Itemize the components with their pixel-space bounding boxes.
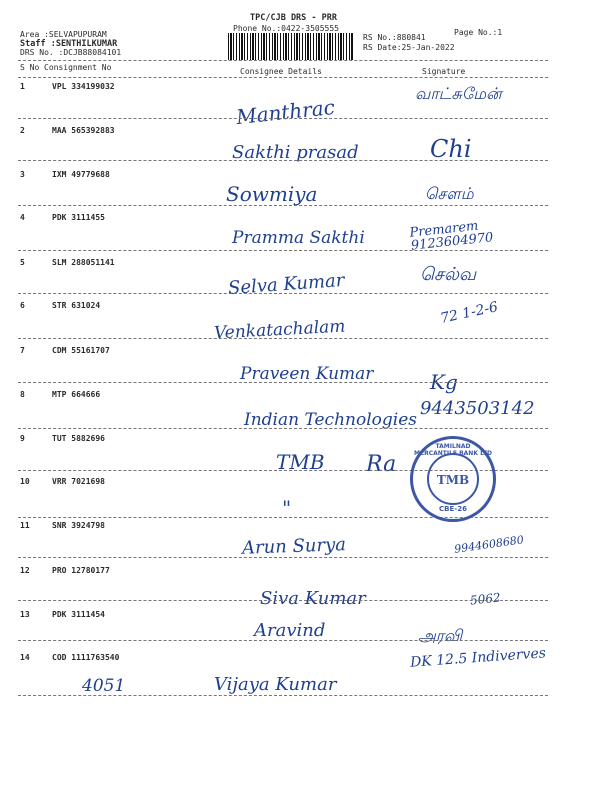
row14-note: 4051 — [82, 676, 126, 696]
row-number: 9 — [20, 434, 25, 443]
signature: சௌம் — [425, 184, 474, 203]
row-divider — [18, 640, 548, 641]
consignee-name: Selva Kumar — [227, 269, 346, 300]
signature: செல்வ — [420, 264, 477, 285]
consignment-number: MTP 664666 — [52, 390, 101, 399]
consignee-name: TMB — [276, 450, 325, 474]
consignee-name: Venkatachalam — [213, 316, 346, 344]
row-number: 7 — [20, 346, 25, 355]
row-number: 4 — [20, 213, 25, 222]
consignee-name: Arun Surya — [241, 534, 347, 559]
consignment-number: STR 631024 — [52, 301, 101, 310]
header-divider — [18, 60, 548, 61]
barcode — [228, 33, 353, 60]
row-divider — [18, 557, 548, 558]
bank-stamp — [410, 436, 496, 522]
column-consignee: Consignee Details — [240, 67, 322, 76]
row-divider — [18, 205, 548, 206]
staff-label: Staff :SENTHILKUMAR — [20, 39, 118, 49]
row-number: 1 — [20, 82, 25, 91]
consignment-number: PRO 12780177 — [52, 566, 110, 575]
row-number: 3 — [20, 170, 25, 179]
row-divider — [18, 428, 548, 429]
consignment-number: SNR 3924798 — [52, 521, 105, 530]
consignee-name: Pramma Sakthi — [232, 228, 365, 248]
consignee-name: Sakthi prasad — [232, 142, 359, 163]
row-divider — [18, 118, 548, 119]
signature: 5062 — [469, 590, 502, 608]
page-number: Page No.:1 — [454, 28, 503, 37]
header-divider — [18, 77, 548, 78]
consignment-number: TUT 5882696 — [52, 434, 105, 443]
consignment-number: PDK 3111454 — [52, 610, 105, 619]
signature: 9443503142 — [420, 398, 535, 419]
row-number: 8 — [20, 390, 25, 399]
signature: Kg — [430, 370, 458, 394]
consignee-name: Vijaya Kumar — [214, 674, 337, 695]
row-number: 6 — [20, 301, 25, 310]
signature: அரவி — [418, 626, 463, 645]
consignee-name: Aravind — [254, 620, 326, 641]
column-sno: S No — [20, 63, 40, 72]
row-divider — [18, 382, 548, 383]
consignee-name: Siva Kumar — [260, 588, 366, 609]
consignment-number: CDM 55161707 — [52, 346, 110, 355]
stamp-branch: CBE-26 — [439, 505, 467, 513]
drs-number: DRS No. :DCJB88084101 — [20, 48, 122, 57]
row-divider — [18, 250, 548, 251]
signature: Chi — [430, 135, 472, 163]
row-divider — [18, 293, 548, 294]
document-title: TPC/CJB DRS - PRR — [250, 13, 337, 23]
consignee-name: Sowmiya — [226, 182, 318, 206]
stamp-bank-name: TAMILNAD MERCANTILE BANK LTD — [414, 443, 492, 457]
row-divider — [18, 338, 548, 339]
signature: வாட்சுமேன் — [415, 84, 502, 103]
row-number: 14 — [20, 653, 30, 662]
signature: DK 12.5 Indiverves — [409, 645, 547, 671]
signature: 72 1-2-6 — [438, 299, 500, 327]
consignment-number: IXM 49779688 — [52, 170, 110, 179]
column-consignment: Consignment No — [44, 63, 112, 72]
consignment-number: PDK 3111455 — [52, 213, 105, 222]
row-number: 11 — [20, 521, 30, 530]
rs-number: RS No.:880841 — [363, 33, 426, 42]
row-number: 2 — [20, 126, 25, 135]
signature: Premarem 9123604970 — [408, 218, 495, 254]
row-divider — [18, 600, 548, 601]
row-number: 5 — [20, 258, 25, 267]
consignment-number: MAA 565392883 — [52, 126, 115, 135]
row-divider — [18, 160, 548, 161]
row-number: 13 — [20, 610, 30, 619]
phone-number: Phone No.:0422-3505555 — [233, 24, 339, 33]
signature: Ra — [366, 452, 397, 477]
signature: 9944608680 — [453, 533, 525, 556]
consignee-name: Manthrac — [235, 94, 336, 130]
consignee-name: Indian Technologies — [244, 410, 417, 430]
row-number: 10 — [20, 477, 30, 486]
rs-date: RS Date:25-Jan-2022 — [363, 43, 455, 52]
consignee-name: " — [282, 496, 292, 520]
row-divider — [18, 695, 548, 696]
stamp-logo-text: TMB — [436, 473, 470, 487]
column-signature: Signature — [422, 67, 466, 76]
consignment-number: VPL 334199032 — [52, 82, 115, 91]
consignment-number: COD 1111763540 — [52, 653, 120, 662]
row-number: 12 — [20, 566, 30, 575]
area-label: Area :SELVAPUPURAM — [20, 30, 107, 39]
consignee-name: Praveen Kumar — [240, 364, 374, 384]
consignment-number: SLM 288051141 — [52, 258, 115, 267]
consignment-number: VRR 7021698 — [52, 477, 105, 486]
